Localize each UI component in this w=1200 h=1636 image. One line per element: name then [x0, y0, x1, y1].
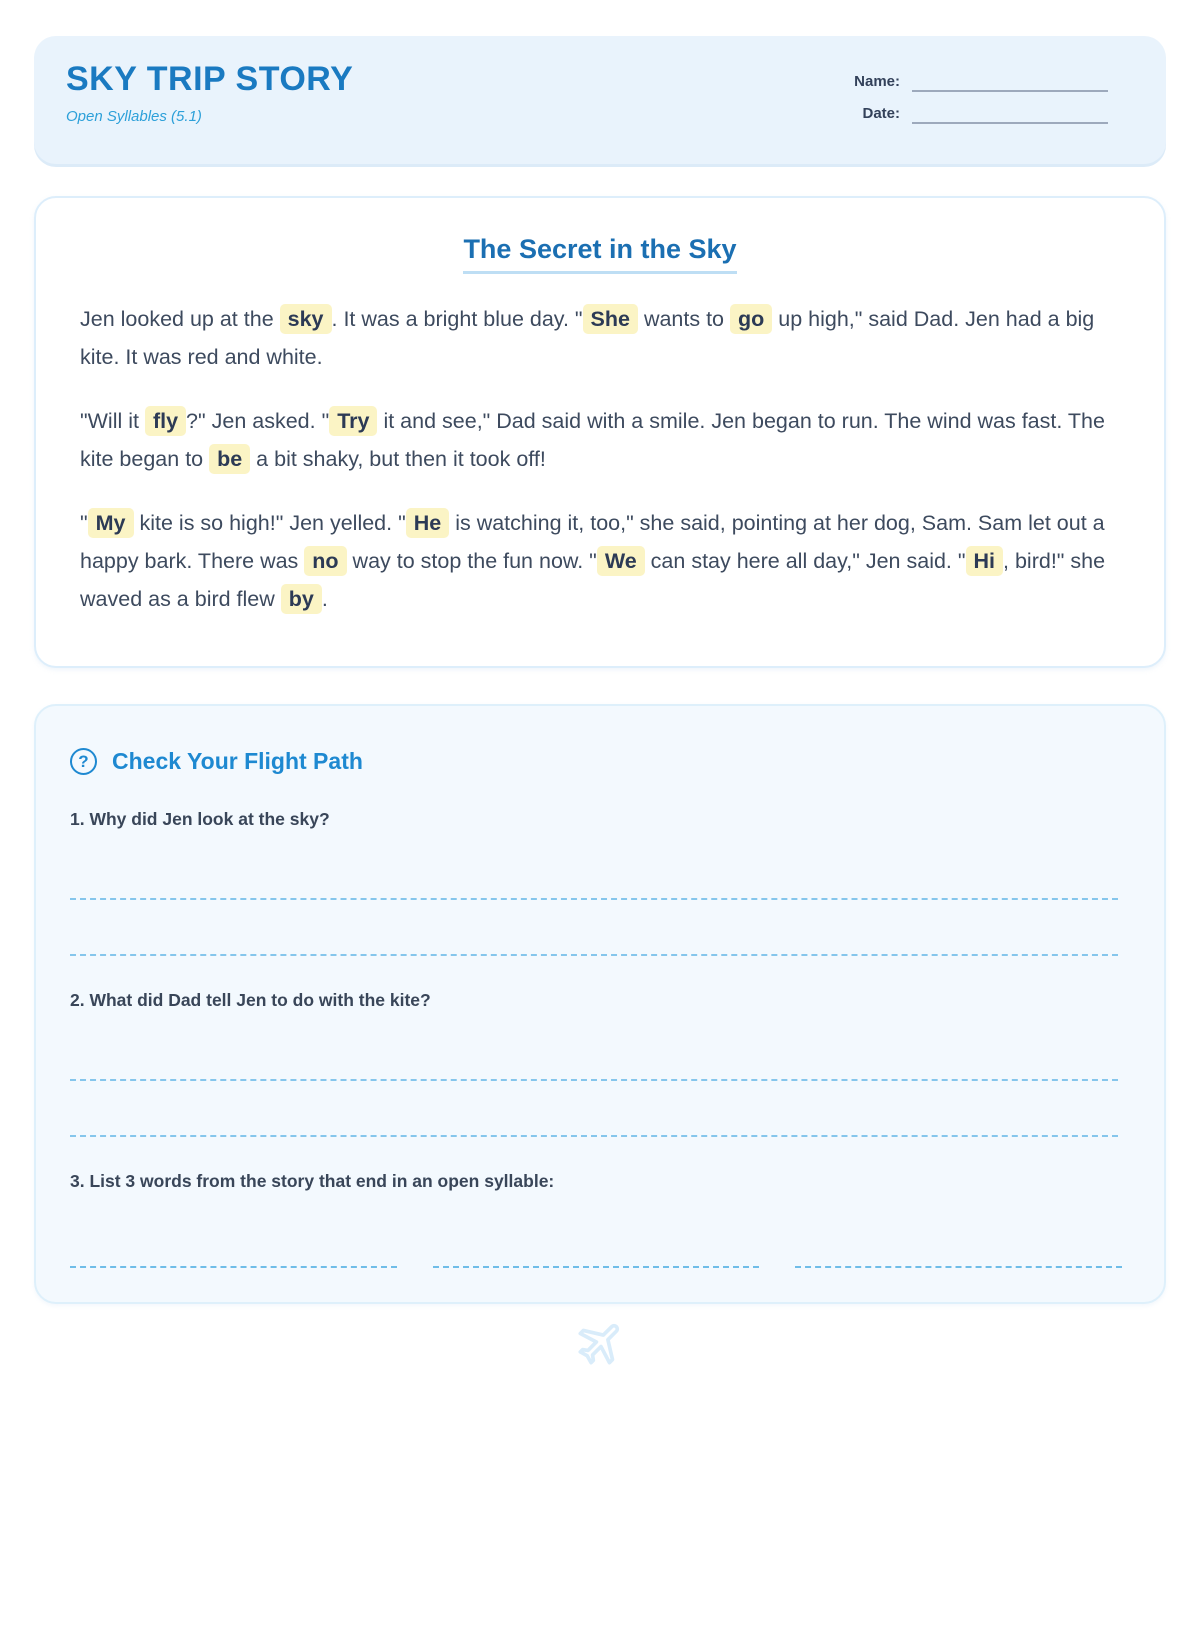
question-block — [70, 809, 1122, 956]
answer-line[interactable] — [70, 844, 1118, 900]
story-paragraph: " My kite is so high!" Jen yelled. " He is watching it, too," she said, pointing at her dog, Sam. Sam let out a happy bark. There was no way to stop the fun now. " We can stay here all day," Jen said. " Hi , bird!" she waved as a bird flew by . — [80, 504, 1120, 618]
header-title-group — [66, 60, 353, 164]
story-paragraph: Jen looked up at the sky . It was a bright blue day. " She wants to go up high," said Dad. Jen had a big kite. It was red and white. — [80, 300, 1120, 376]
question-label: 1. Why did Jen look at the sky? — [70, 809, 330, 829]
question-mark-circle-icon: ? — [70, 748, 97, 775]
question-block — [70, 990, 1122, 1137]
story-paragraphs — [80, 300, 1120, 618]
highlighted-open-syllable-word: My — [88, 508, 134, 538]
worksheet-page — [0, 36, 1200, 1636]
page-subtitle: Open Syllables (5.1) — [66, 108, 202, 125]
highlighted-open-syllable-word: no — [304, 546, 346, 576]
name-date-block — [842, 60, 1108, 164]
highlighted-open-syllable-word: Try — [329, 406, 377, 436]
questions-list — [70, 809, 1122, 1268]
highlighted-open-syllable-word: We — [597, 546, 645, 576]
highlighted-open-syllable-word: He — [406, 508, 449, 538]
name-input-line[interactable] — [912, 72, 1108, 92]
question-label: 3. List 3 words from the story that end in an open syllable: — [70, 1171, 555, 1191]
questions-heading — [70, 748, 1122, 775]
page-title: SKY TRIP STORY — [66, 60, 354, 98]
answer-line[interactable] — [70, 900, 1118, 956]
date-row — [842, 104, 1108, 124]
answer-line[interactable] — [70, 1081, 1118, 1137]
answer-slot[interactable] — [433, 1266, 760, 1268]
answer-line[interactable] — [70, 1025, 1118, 1081]
highlighted-open-syllable-word: fly — [145, 406, 186, 436]
answer-slots-row — [70, 1266, 1122, 1268]
question-block — [70, 1171, 1122, 1268]
highlighted-open-syllable-word: be — [209, 444, 250, 474]
questions-heading-label: Check Your Flight Path — [112, 748, 363, 774]
story-title-wrap — [80, 234, 1120, 274]
date-label: Date: — [862, 105, 900, 122]
highlighted-open-syllable-word: go — [730, 304, 772, 334]
date-input-line[interactable] — [912, 104, 1108, 124]
story-card — [34, 196, 1166, 668]
name-row — [842, 72, 1108, 92]
airplane-icon — [561, 1306, 638, 1383]
name-label: Name: — [854, 73, 900, 90]
answer-slot[interactable] — [70, 1266, 397, 1268]
answer-slot[interactable] — [795, 1266, 1122, 1268]
highlighted-open-syllable-word: by — [281, 584, 322, 614]
story-title: The Secret in the Sky — [463, 234, 736, 274]
highlighted-open-syllable-word: She — [583, 304, 638, 334]
story-paragraph: "Will it fly ?" Jen asked. " Try it and see," Dad said with a smile. Jen began to run. The wind was fast. The kite began to be a bit shaky, but then it took off! — [80, 402, 1120, 478]
header-card — [34, 36, 1166, 164]
question-label: 2. What did Dad tell Jen to do with the kite? — [70, 990, 431, 1010]
highlighted-open-syllable-word: Hi — [966, 546, 1004, 576]
questions-card — [34, 704, 1166, 1304]
highlighted-open-syllable-word: sky — [280, 304, 332, 334]
